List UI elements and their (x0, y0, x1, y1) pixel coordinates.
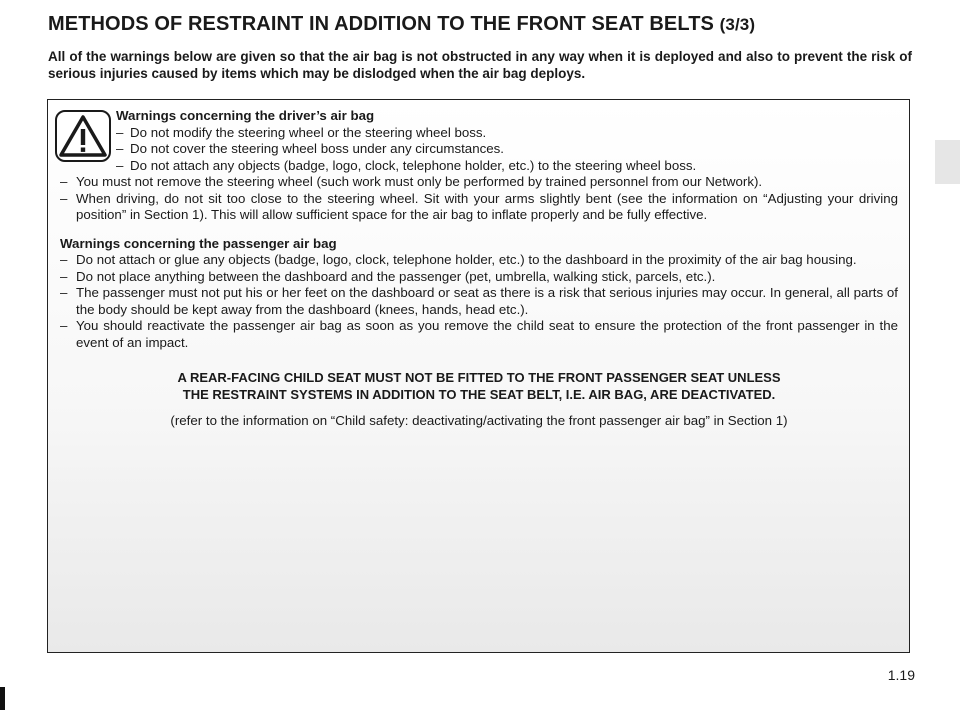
passenger-item: – Do not place anything between the dashboard and the passenger (pet, umbrella, walking stick, parcels, etc.). (60, 268, 716, 284)
child-seat-warning-line-1: A REAR-FACING CHILD SEAT MUST NOT BE FITTED TO THE FRONT PASSENGER SEAT UNLESS (177, 370, 781, 385)
passenger-item: – Do not attach or glue any objects (badge, logo, clock, telephone holder, etc.) to the dashboard in the proximity of the air bag housing. (60, 252, 857, 267)
driver-heading: Warnings concerning the driver’s air bag (116, 108, 375, 123)
page-title (48, 13, 755, 36)
warning-content (60, 108, 898, 430)
driver-item: – You must not remove the steering wheel (such work must only be performed by trained personnel from our Network). (60, 174, 763, 189)
corner-marker (0, 687, 5, 710)
driver-item: – When driving, do not sit too close to the steering wheel. Sit with your arms slightly bent (see the information on “Adjusting your driving position” in Section 1). This will allow sufficient space for the air bag to inflate properly and be fully effective. (60, 190, 898, 222)
section-tab-marker (935, 140, 960, 184)
passenger-heading: Warnings concerning the passenger air bag (60, 235, 337, 251)
driver-sub-item: – Do not attach any objects (badge, logo, clock, telephone holder, etc.) to the steering wheel boss. (116, 157, 697, 173)
passenger-item: – The passenger must not put his or her feet on the dashboard or seat as there is a risk that serious injuries may occur. In general, all parts of the body should be kept away from the dashboard (knees, hands, head etc.). (60, 285, 898, 317)
driver-warning-block (116, 108, 898, 174)
page-number: 1.19 (887, 667, 915, 683)
child-seat-warning-line-2: THE RESTRAINT SYSTEMS IN ADDITION TO THE SEAT BELT, I.E. AIR BAG, ARE DEACTIVATED. (182, 386, 776, 402)
driver-sub-item: – Do not cover the steering wheel boss under any circumstances. (116, 141, 504, 156)
title-part: (3/3) (719, 15, 756, 34)
title-main: METHODS OF RESTRAINT IN ADDITION TO THE FRONT SEAT BELTS (48, 13, 720, 35)
intro-paragraph: All of the warnings below are given so that the air bag is not obstructed in any way when it is deployed and also to prevent the risk of serious injuries caused by items which may be dislodged when the air bag deploys. (48, 49, 912, 81)
reference-note: (refer to the information on “Child safety: deactivating/activating the front passenger air bag” in Section 1) (170, 413, 788, 428)
passenger-item: – You should reactivate the passenger air bag as soon as you remove the child seat to ensure the protection of the front passenger in the event of an impact. (60, 318, 898, 350)
warning-box (47, 99, 910, 653)
driver-sub-item: – Do not modify the steering wheel or the steering wheel boss. (116, 124, 487, 140)
child-seat-warning (60, 370, 898, 403)
